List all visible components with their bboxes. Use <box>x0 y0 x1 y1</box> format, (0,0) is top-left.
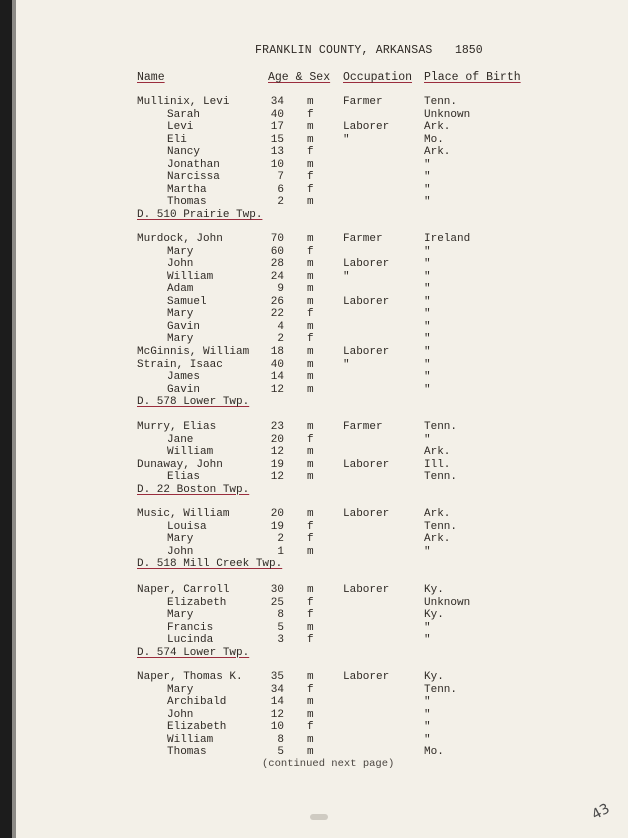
person-name: Mary <box>167 683 194 696</box>
person-birthplace: Ark. <box>424 121 451 134</box>
person-age: 19 <box>270 458 284 471</box>
person-sex: m <box>307 733 314 746</box>
person-birthplace: " <box>424 621 431 634</box>
person-age: 7 <box>277 171 284 184</box>
person-birthplace: " <box>424 721 431 734</box>
person-sex: m <box>307 358 314 371</box>
person-name: William <box>167 270 214 283</box>
page-number: 43 <box>589 800 613 824</box>
person-birthplace: " <box>424 371 431 384</box>
person-birthplace: Ky. <box>424 609 444 622</box>
table-row <box>137 634 537 647</box>
person-name: William <box>167 446 214 459</box>
person-sex: m <box>307 746 314 759</box>
person-age: 9 <box>277 283 284 296</box>
continued-note: (continued next page) <box>262 758 395 770</box>
person-age: 10 <box>270 721 284 734</box>
person-occupation: " <box>343 358 350 371</box>
person-sex: f <box>307 171 314 184</box>
person-occupation: Laborer <box>343 295 390 308</box>
person-birthplace: " <box>424 295 431 308</box>
person-age: 60 <box>270 245 284 258</box>
person-sex: f <box>307 308 314 321</box>
person-name: Thomas <box>167 196 207 209</box>
person-name: Naper, Thomas K. <box>137 671 243 683</box>
person-age: 13 <box>270 146 284 159</box>
person-birthplace: " <box>424 283 431 296</box>
table-row <box>137 533 537 546</box>
person-sex: m <box>307 696 314 709</box>
person-name: Francis <box>167 621 214 634</box>
person-age: 14 <box>270 371 284 384</box>
person-sex: f <box>307 183 314 196</box>
person-birthplace: " <box>424 345 431 358</box>
person-sex: m <box>307 96 314 108</box>
person-birthplace: Ireland <box>424 233 471 245</box>
person-name: McGinnis, William <box>137 345 250 358</box>
table-row <box>137 196 537 209</box>
person-name: Thomas <box>167 746 207 759</box>
person-age: 34 <box>270 683 284 696</box>
person-age: 12 <box>270 471 284 484</box>
person-sex: m <box>307 671 314 683</box>
page-title: FRANKLIN COUNTY, ARKANSAS <box>255 44 433 57</box>
table-row <box>137 459 537 472</box>
dwelling-reference: D. 510 Prairie Twp. <box>137 208 263 221</box>
binding-shadow <box>12 0 16 838</box>
person-age: 15 <box>270 133 284 146</box>
table-row <box>137 159 537 172</box>
person-sex: f <box>307 520 314 533</box>
table-row <box>137 296 537 309</box>
table-row <box>137 321 537 334</box>
person-name: Nancy <box>167 146 201 159</box>
person-sex: f <box>307 721 314 734</box>
person-occupation: Farmer <box>343 233 383 245</box>
column-header-place-of-birth: Place of Birth <box>424 71 521 84</box>
person-name: John <box>167 708 194 721</box>
table-row <box>137 121 537 134</box>
person-sex: m <box>307 121 314 134</box>
person-occupation: Farmer <box>343 96 383 108</box>
person-birthplace: Ky. <box>424 671 444 683</box>
person-age: 20 <box>270 508 284 520</box>
table-row <box>137 622 537 635</box>
person-occupation: Laborer <box>343 508 390 520</box>
person-sex: f <box>307 634 314 647</box>
person-birthplace: " <box>424 320 431 333</box>
person-birthplace: Ky. <box>424 584 444 596</box>
table-row <box>137 684 537 697</box>
table-row <box>137 171 537 184</box>
person-occupation: Laborer <box>343 258 390 271</box>
person-birthplace: Tenn. <box>424 421 458 433</box>
person-age: 40 <box>270 358 284 371</box>
person-birthplace: " <box>424 158 431 171</box>
person-name: Eli <box>167 133 187 146</box>
person-birthplace: Ill. <box>424 458 451 471</box>
person-name: Narcissa <box>167 171 220 184</box>
person-name: Elizabeth <box>167 596 227 609</box>
table-row <box>137 308 537 321</box>
person-occupation: Laborer <box>343 121 390 134</box>
person-birthplace: " <box>424 196 431 209</box>
table-row <box>137 471 537 484</box>
person-name: Murdock, John <box>137 233 223 245</box>
person-sex: m <box>307 320 314 333</box>
person-sex: m <box>307 158 314 171</box>
person-age: 14 <box>270 696 284 709</box>
person-sex: m <box>307 345 314 358</box>
person-age: 12 <box>270 708 284 721</box>
person-age: 5 <box>277 746 284 759</box>
person-age: 3 <box>277 634 284 647</box>
person-sex: m <box>307 371 314 384</box>
person-sex: f <box>307 146 314 159</box>
person-name: Martha <box>167 183 207 196</box>
person-birthplace: " <box>424 308 431 321</box>
column-header-age-sex: Age & Sex <box>268 71 331 84</box>
person-sex: m <box>307 446 314 459</box>
person-name: Mary <box>167 533 194 546</box>
person-occupation: Laborer <box>343 584 390 596</box>
person-sex: f <box>307 683 314 696</box>
person-occupation: Laborer <box>343 458 390 471</box>
person-age: 6 <box>277 183 284 196</box>
binding-edge <box>0 0 12 838</box>
table-row <box>137 146 537 159</box>
person-name: Strain, Isaac <box>137 358 223 371</box>
person-age: 2 <box>277 333 284 346</box>
person-sex: m <box>307 621 314 634</box>
person-sex: m <box>307 133 314 146</box>
column-header-name: Name <box>137 71 165 84</box>
person-sex: m <box>307 295 314 308</box>
person-sex: f <box>307 609 314 622</box>
person-age: 34 <box>270 96 284 108</box>
page-year: 1850 <box>455 44 483 57</box>
table-row <box>137 696 537 709</box>
person-name: Mary <box>167 245 194 258</box>
person-age: 20 <box>270 433 284 446</box>
person-age: 1 <box>277 545 284 558</box>
person-age: 2 <box>277 533 284 546</box>
person-sex: f <box>307 433 314 446</box>
person-age: 35 <box>270 671 284 683</box>
person-birthplace: " <box>424 258 431 271</box>
person-birthplace: " <box>424 545 431 558</box>
person-age: 23 <box>270 421 284 433</box>
person-name: Jonathan <box>167 158 220 171</box>
table-row <box>137 359 537 372</box>
person-birthplace: Ark. <box>424 533 451 546</box>
person-birthplace: Ark. <box>424 146 451 159</box>
table-row <box>137 109 537 122</box>
table-row <box>137 734 537 747</box>
ink-smudge <box>310 814 328 820</box>
dwelling-reference: D. 578 Lower Twp. <box>137 396 250 409</box>
person-age: 12 <box>270 446 284 459</box>
person-sex: m <box>307 584 314 596</box>
person-age: 4 <box>277 320 284 333</box>
person-age: 30 <box>270 584 284 596</box>
person-birthplace: Tenn. <box>424 520 458 533</box>
table-row <box>137 96 537 109</box>
person-name: Louisa <box>167 520 207 533</box>
person-age: 70 <box>270 233 284 245</box>
person-birthplace: Tenn. <box>424 96 458 108</box>
person-age: 24 <box>270 270 284 283</box>
dwelling-reference: D. 574 Lower Twp. <box>137 646 250 659</box>
person-sex: m <box>307 708 314 721</box>
person-name: Mullinix, Levi <box>137 96 230 108</box>
person-name: Sarah <box>167 108 201 121</box>
person-sex: m <box>307 545 314 558</box>
person-birthplace: " <box>424 245 431 258</box>
person-birthplace: Tenn. <box>424 683 458 696</box>
person-age: 8 <box>277 733 284 746</box>
table-row <box>137 384 537 397</box>
person-sex: m <box>307 283 314 296</box>
person-birthplace: " <box>424 183 431 196</box>
person-birthplace: Mo. <box>424 133 444 146</box>
person-birthplace: " <box>424 433 431 446</box>
table-row <box>137 709 537 722</box>
person-occupation: " <box>343 270 350 283</box>
person-birthplace: Ark. <box>424 508 451 520</box>
person-name: Samuel <box>167 295 207 308</box>
person-occupation: Laborer <box>343 345 390 358</box>
person-age: 2 <box>277 196 284 209</box>
table-row <box>137 521 537 534</box>
person-name: Dunaway, John <box>137 458 223 471</box>
table-row <box>137 271 537 284</box>
person-name: Elizabeth <box>167 721 227 734</box>
person-birthplace: Mo. <box>424 746 444 759</box>
column-header-occupation: Occupation <box>343 71 413 84</box>
person-birthplace: Unknown <box>424 596 471 609</box>
table-row <box>137 508 537 521</box>
table-row <box>137 283 537 296</box>
person-age: 22 <box>270 308 284 321</box>
table-row <box>137 333 537 346</box>
table-row <box>137 584 537 597</box>
person-birthplace: " <box>424 696 431 709</box>
person-sex: f <box>307 108 314 121</box>
person-age: 10 <box>270 158 284 171</box>
table-row <box>137 258 537 271</box>
dwelling-reference: D. 22 Boston Twp. <box>137 483 250 496</box>
person-sex: f <box>307 333 314 346</box>
person-name: Mary <box>167 333 194 346</box>
person-name: Gavin <box>167 320 201 333</box>
table-row <box>137 546 537 559</box>
person-sex: f <box>307 533 314 546</box>
table-row <box>137 346 537 359</box>
person-birthplace: " <box>424 708 431 721</box>
person-age: 40 <box>270 108 284 121</box>
person-birthplace: Unknown <box>424 108 471 121</box>
person-age: 25 <box>270 596 284 609</box>
person-sex: m <box>307 270 314 283</box>
person-age: 8 <box>277 609 284 622</box>
person-sex: f <box>307 596 314 609</box>
person-name: John <box>167 545 194 558</box>
table-row <box>137 421 537 434</box>
person-name: Mary <box>167 609 194 622</box>
person-birthplace: " <box>424 733 431 746</box>
table-row <box>137 597 537 610</box>
person-birthplace: " <box>424 358 431 371</box>
person-age: 18 <box>270 345 284 358</box>
person-age: 28 <box>270 258 284 271</box>
person-name: Music, William <box>137 508 230 520</box>
person-occupation: Laborer <box>343 671 390 683</box>
table-row <box>137 721 537 734</box>
table-row <box>137 233 537 246</box>
person-sex: m <box>307 421 314 433</box>
person-name: Naper, Carroll <box>137 584 230 596</box>
person-name: Murry, Elias <box>137 421 217 433</box>
person-birthplace: " <box>424 171 431 184</box>
person-sex: m <box>307 458 314 471</box>
person-name: Archibald <box>167 696 227 709</box>
person-age: 5 <box>277 621 284 634</box>
person-name: William <box>167 733 214 746</box>
person-name: Elias <box>167 471 201 484</box>
person-sex: m <box>307 383 314 396</box>
table-row <box>137 184 537 197</box>
table-row <box>137 434 537 447</box>
person-birthplace: Ark. <box>424 446 451 459</box>
dwelling-reference: D. 518 Mill Creek Twp. <box>137 558 283 571</box>
table-row <box>137 609 537 622</box>
person-occupation: Farmer <box>343 421 383 433</box>
person-birthplace: " <box>424 270 431 283</box>
person-birthplace: " <box>424 634 431 647</box>
person-age: 12 <box>270 383 284 396</box>
table-row <box>137 746 537 759</box>
person-sex: m <box>307 258 314 271</box>
person-name: Lucinda <box>167 634 214 647</box>
table-row <box>137 134 537 147</box>
person-name: Mary <box>167 308 194 321</box>
person-sex: m <box>307 508 314 520</box>
table-row <box>137 671 537 684</box>
person-birthplace: Tenn. <box>424 471 458 484</box>
table-row <box>137 371 537 384</box>
person-name: John <box>167 258 194 271</box>
person-name: Levi <box>167 121 194 134</box>
person-name: Adam <box>167 283 194 296</box>
person-name: Jane <box>167 433 194 446</box>
person-sex: m <box>307 196 314 209</box>
person-sex: m <box>307 233 314 245</box>
table-row <box>137 446 537 459</box>
person-birthplace: " <box>424 333 431 346</box>
person-birthplace: " <box>424 383 431 396</box>
person-age: 19 <box>270 520 284 533</box>
person-age: 26 <box>270 295 284 308</box>
person-occupation: " <box>343 133 350 146</box>
person-name: Gavin <box>167 383 201 396</box>
table-row <box>137 246 537 259</box>
person-sex: f <box>307 245 314 258</box>
person-name: James <box>167 371 201 384</box>
person-sex: m <box>307 471 314 484</box>
person-age: 17 <box>270 121 284 134</box>
